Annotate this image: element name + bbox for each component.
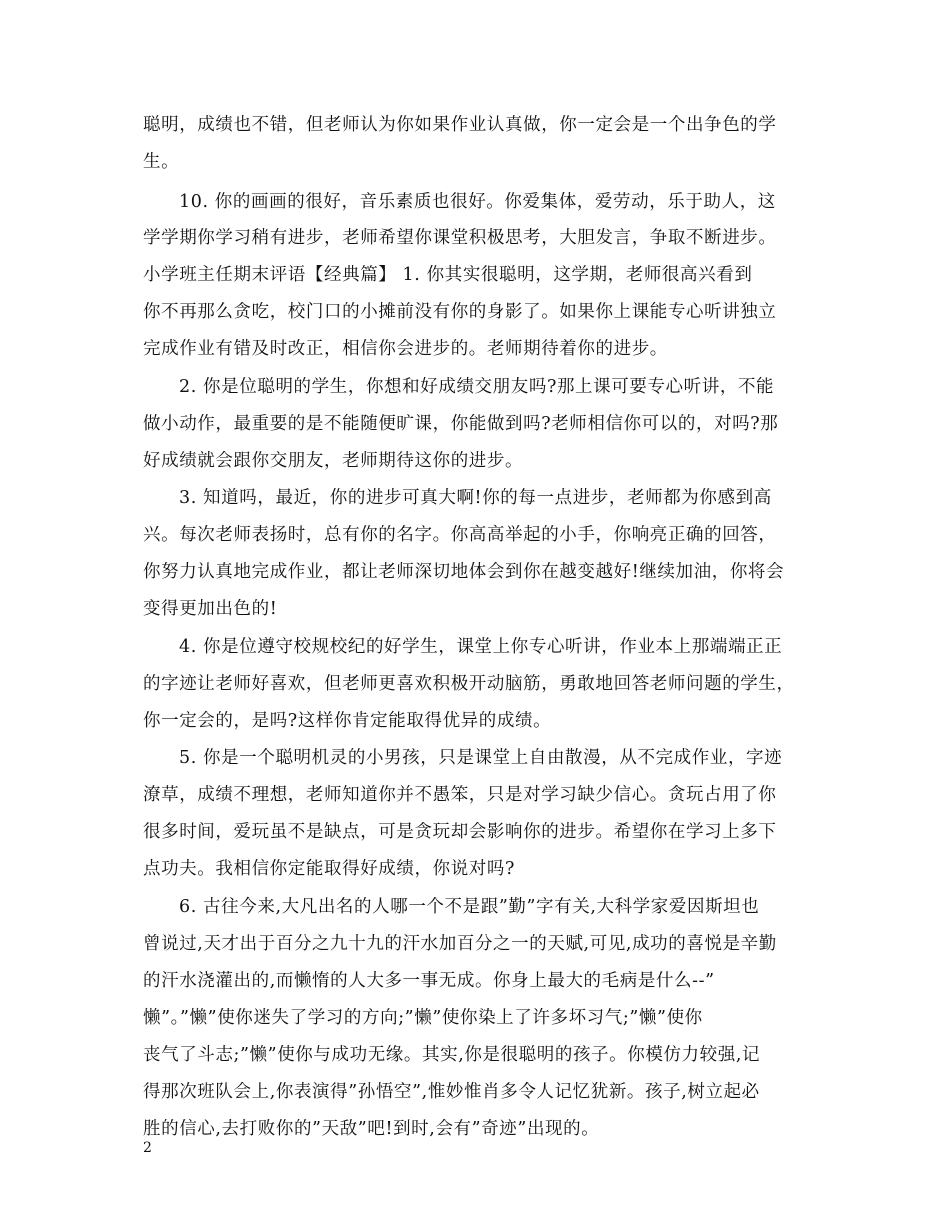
text-line: 完成作业有错及时改正，相信你会进步的。老师期待着你的进步。 (143, 339, 668, 359)
page-number: 2 (143, 1140, 152, 1156)
text-line: 点功夫。我相信你定能取得好成绩，你说对吗? (143, 859, 515, 879)
text-line: 生。 (143, 152, 180, 172)
text-line: 你努力认真地完成作业，都让老师深切地体会到你在越变越好!继续加油，你将会 (143, 562, 785, 582)
text-line: 6. 古往今来,大凡出名的人哪一个不是跟”勤”字有关,大科学家爱因斯坦也 (179, 897, 760, 917)
text-line: 5. 你是一个聪明机灵的小男孩，只是课堂上自由散漫，从不完成作业，字迹 (179, 748, 783, 768)
text-line: 兴。每次老师表扬时，总有你的名字。你高高举起的小手，你响亮正确的回答， (143, 525, 777, 545)
text-line: 你不再那么贪吃，校门口的小摊前没有你的身影了。如果你上课能专心听讲独立 (143, 302, 777, 322)
text-line: 好成绩就会跟你交朋友，老师期待这你的进步。 (143, 451, 524, 471)
text-line: 的字迹让老师好喜欢，但老师更喜欢积极开动脑筋，勇敢地回答老师问题的学生， (143, 674, 795, 694)
text-line: 丧气了斗志;”懒”使你与成功无缘。其实,你是很聪明的孩子。你模仿力较强,记 (143, 1045, 761, 1065)
text-line: 的汗水浇灌出的,而懒惰的人大多一事无成。你身上最大的毛病是什么--” (143, 971, 715, 991)
text-line: 聪明，成绩也不错，但老师认为你如果作业认真做，你一定会是一个出争色的学 (143, 115, 777, 135)
text-line: 得那次班队会上,你表演得”孙悟空”,惟妙惟肖多令人记忆犹新。孩子,树立起必 (143, 1082, 760, 1102)
text-line: 变得更加出色的! (143, 599, 278, 619)
text-line: 你一定会的，是吗?这样你肯定能取得优异的成绩。 (143, 711, 552, 731)
text-line: 10. 你的画画的很好，音乐素质也很好。你爱集体，爱劳动，乐于助人，这 (179, 192, 776, 212)
text-line: 很多时间，爱玩虽不是缺点，可是贪玩却会影响你的进步。希望你在学习上多下 (143, 822, 777, 842)
text-line: 懒”。”懒”使你迷失了学习的方向;”懒”使你染上了许多坏习气;”懒”使你 (143, 1008, 703, 1028)
text-line: 胜的信心,去打败你的”天敌”吧!到时,会有”奇迹”出现的。 (143, 1119, 600, 1139)
text-line: 4. 你是位遵守校规校纪的好学生，课堂上你专心听讲，作业本上那端端正正 (179, 637, 783, 657)
text-line: 做小动作，最重要的是不能随便旷课，你能做到吗?老师相信你可以的，对吗?那 (143, 414, 779, 434)
text-line: 3. 知道吗，最近，你的进步可真大啊!你的每一点进步，老师都为你感到高 (179, 488, 772, 508)
text-line: 学学期你学习稍有进步，老师希望你课堂积极思考，大胆发言，争取不断进步。 (143, 228, 777, 248)
text-line: 小学班主任期末评语【经典篇】 1. 你其实很聪明，这学期，老师很高兴看到 (143, 265, 753, 285)
text-line: 潦草，成绩不理想，老师知道你并不愚笨，只是对学习缺少信心。贪玩占用了你 (143, 785, 777, 805)
text-line: 曾说过,天才出于百分之九十九的汗水加百分之一的天赋,可见,成功的喜悦是辛勤 (143, 934, 777, 954)
text-line: 2. 你是位聪明的学生，你想和好成绩交朋友吗?那上课可要专心听讲，不能 (179, 377, 775, 397)
